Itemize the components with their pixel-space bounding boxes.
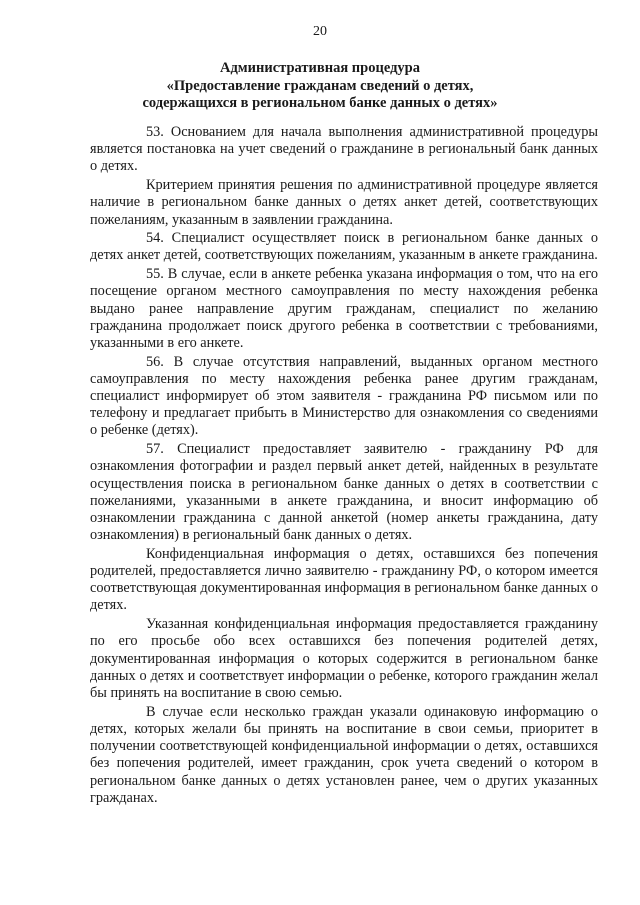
heading-line-2: «Предоставление гражданам сведений о детях, xyxy=(166,77,474,94)
heading-line-3: содержащихся в региональном банке данных о детях» xyxy=(142,95,498,111)
paragraph-53: 53. Основанием для начала выполнения административной процедуры является постановка на учет сведений о гражданине в региональный банк данных о детях. xyxy=(90,124,598,175)
page-number: 20 xyxy=(313,24,327,39)
paragraph-priority: В случае если несколько граждан указали одинаковую информацию о детях, которых желали бы принять на воспитание в свои семьи, приоритет в получении соответствующей конфиденциальной информации о детях, оставшихся без попечения родителей, имеет гражданин, срок учета сведений о котором в региональном банке данных о детях установлен ранее, чем о других указанных гражданах. xyxy=(90,703,598,806)
paragraph-54: 54. Специалист осуществляет поиск в региональном банке данных о детях анкет детей, соответствующих пожеланиям, указанным в анкете гражданина. xyxy=(90,230,598,264)
body-text xyxy=(90,124,598,808)
paragraph-confidential-info: Конфиденциальная информация о детях, оставшихся без попечения родителей, предоставляется лично заявителю - гражданину РФ, о котором имеется соответствующая документированная информация в региональном банке данных о детях. xyxy=(90,545,598,614)
paragraph-56: 56. В случае отсутствия направлений, выданных органом местного самоуправления по месту нахождения ребенка ранее другим гражданам, специалист информирует об этом заявителя - гражданина РФ письмом или по телефону и предлагает прибыть в Министерство для ознакомления со сведениями о ребенке (детях). xyxy=(90,353,598,439)
paragraph-57: 57. Специалист предоставляет заявителю - гражданину РФ для ознакомления фотографии и раздел первый анкет детей, найденных в результате осуществления поиска в региональном банке данных о детях в соответствии с пожеланиями, указанными в анкете гражданина, и вносит информацию об ознакомлении гражданина с данной анкетой (номер анкеты гражданина, дату ознакомления) в региональный банк данных о детях. xyxy=(90,441,598,544)
paragraph-info-provision: Указанная конфиденциальная информация предоставляется гражданину по его просьбе обо всех оставшихся без попечения родителей детях, документированная информация о которых содержится в региональном банке данных о детях и соответствует информации о ребенке, которого гражданин желал бы принять на воспитание в свою семью. xyxy=(90,616,598,701)
heading-line-1: Административная процедура xyxy=(220,60,420,76)
paragraph-decision-criterion: Критерием принятия решения по административной процедуре является наличие в региональном банке данных о детях анкет детей, соответствующих пожеланиям, указанным в заявлении гражданина. xyxy=(90,177,598,228)
paragraph-55: 55. В случае, если в анкете ребенка указана информация о том, что на его посещение органом местного самоуправления по месту нахождения ребенка выдано ранее направление другим гражданам, специалист по желанию гражданина продолжает поиск другого ребенка в соответствии с требованиями, указанными в его анкете. xyxy=(90,266,598,351)
section-heading xyxy=(60,60,580,113)
